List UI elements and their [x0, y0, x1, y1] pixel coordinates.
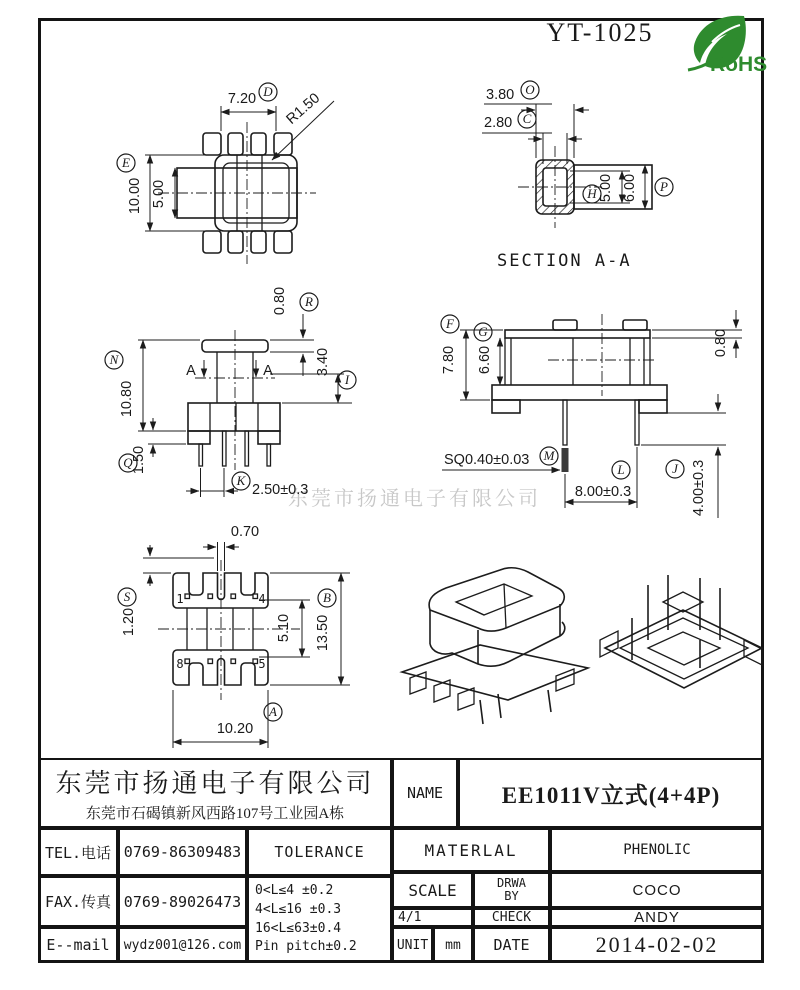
dim-5-10	[259, 600, 310, 657]
dim-bubble	[117, 154, 135, 172]
check-value-cell: ANDY	[550, 908, 764, 927]
dim-label: 3.80	[486, 87, 515, 103]
front-view	[105, 287, 356, 498]
unit-value-cell: mm	[433, 927, 473, 963]
svg-text:L: L	[617, 462, 625, 477]
section-view	[482, 81, 673, 271]
iso-view-back	[600, 575, 762, 688]
side-geometry	[492, 314, 667, 472]
dim-label: 10.20	[216, 721, 254, 737]
email-value-cell: wydz001@126.com	[118, 927, 247, 963]
material-label-cell: MATERLAL	[392, 828, 550, 872]
section-mark-a-right: A	[263, 363, 273, 379]
svg-text:D: D	[263, 84, 273, 99]
dim-10-20	[173, 690, 282, 748]
drwa-by-label-cell	[473, 872, 550, 908]
dim-bubble	[318, 589, 336, 607]
dim-label: 3.40	[315, 347, 331, 377]
dim-1-50	[119, 418, 186, 474]
svg-text:C: C	[522, 111, 532, 126]
dim-bubble	[232, 472, 250, 490]
svg-text:E: E	[122, 155, 130, 170]
dim-label: R1.50	[283, 90, 324, 128]
dim-10-80	[105, 340, 200, 431]
iso-view-front	[402, 568, 588, 724]
front-geometry	[188, 330, 280, 470]
dim-6-60	[474, 323, 500, 385]
dim-label: 8.00±0.3	[574, 484, 632, 500]
dim-label: 10.00	[127, 177, 143, 215]
watermark-text: 东莞市扬通电子有限公司	[288, 488, 541, 510]
dim-bubble	[118, 588, 136, 606]
pin-number-5: 5	[258, 657, 266, 671]
tolerance-line-4: Pin pitch±0.2	[255, 939, 357, 955]
dim-label: 5.00	[151, 179, 167, 209]
company-name: 东莞市扬通电子有限公司	[55, 769, 375, 798]
dim-label: 6.00	[622, 173, 638, 203]
section-mark-a-left: A	[186, 363, 196, 379]
svg-text:F: F	[446, 316, 454, 331]
dim-7-80	[441, 315, 503, 400]
svg-text:B: B	[323, 590, 331, 605]
scale-label-cell: SCALE	[392, 872, 473, 908]
dim-5-00	[151, 168, 175, 218]
drwa-label-line1: DRWA	[497, 876, 526, 891]
drawn-by-value-cell: COCO	[550, 872, 764, 908]
tolerance-values-cell	[247, 876, 392, 963]
dim-2-50	[186, 468, 308, 498]
tel-label-cell: TEL.电话	[38, 828, 118, 876]
email-label-cell: E--mail	[38, 927, 118, 963]
svg-text:P: P	[660, 179, 668, 194]
tolerance-line-1: 0<L≤4 ±0.2	[255, 882, 334, 898]
section-cutting-marks	[186, 360, 273, 379]
dim-label: 7.80	[441, 345, 457, 375]
dim-bubble	[338, 371, 356, 389]
check-label-cell: CHECK	[473, 908, 550, 927]
dim-bubble	[105, 351, 123, 369]
section-caption: SECTION A-A	[497, 251, 632, 271]
dim-bubble	[264, 703, 282, 721]
company-address: 东莞市石碣镇新风西路107号工业园A栋	[85, 806, 345, 822]
dim-bubble	[540, 447, 558, 465]
tolerance-label-cell: TOLERANCE	[247, 828, 392, 876]
fax-value-cell: 0769-89026473	[118, 876, 247, 927]
side-view	[441, 310, 742, 518]
dim-label: 1.20	[121, 607, 137, 637]
iso-back-geometry	[600, 575, 762, 688]
dim-label: 2.50±0.3	[252, 482, 309, 498]
dim-label: 4.00±0.3	[691, 459, 707, 517]
dim-label: 0.70	[230, 524, 260, 540]
tolerance-line-2: 4<L≤16 ±0.3	[255, 901, 342, 917]
dim-0-70	[203, 524, 259, 571]
svg-text:H: H	[587, 186, 597, 201]
svg-text:K: K	[236, 473, 246, 488]
pin-number-4: 4	[258, 592, 266, 606]
dim-bubble	[612, 461, 630, 479]
tel-value-cell: 0769-86309483	[118, 828, 247, 876]
pin-tip-highlight	[562, 448, 569, 472]
pin-number-1: 1	[176, 592, 184, 606]
svg-text:N: N	[109, 352, 119, 367]
dim-label: 13.50	[315, 614, 331, 652]
part-name-cell: EE1011V立式(4+4P)	[458, 758, 764, 828]
dim-bubble	[441, 315, 459, 333]
dim-7-20	[221, 83, 277, 131]
dim-bubble	[655, 178, 673, 196]
unit-label-cell: UNIT	[392, 927, 433, 963]
pin-number-8: 8	[176, 657, 184, 671]
dim-label: 2.80	[484, 115, 513, 131]
iso-front-geometry	[402, 568, 588, 724]
drwa-label-line2: BY	[504, 889, 519, 903]
dim-bubble	[521, 81, 539, 99]
dim-1-20	[118, 545, 214, 636]
top-view-geometry	[158, 122, 316, 264]
dim-0-80-front	[270, 287, 318, 376]
dim-label: 5.00	[598, 173, 614, 203]
dim-2-80	[482, 110, 582, 164]
dim-sq0-40	[442, 447, 560, 470]
dim-bubble	[666, 460, 684, 478]
dim-6-00	[622, 165, 673, 209]
dim-label: SQ0.40±0.03	[444, 452, 530, 468]
svg-text:R: R	[305, 294, 313, 309]
dim-label: 6.60	[477, 345, 493, 375]
svg-text:Q: Q	[123, 455, 133, 470]
top-view	[117, 83, 334, 264]
dim-label: 7.20	[227, 91, 257, 107]
svg-text:A: A	[269, 704, 277, 719]
svg-text:I: I	[344, 372, 350, 387]
fax-label-cell: FAX.传真	[38, 876, 118, 927]
svg-text:O: O	[525, 82, 535, 97]
dim-8-00	[565, 447, 637, 508]
company-cell	[38, 758, 392, 828]
svg-text:G: G	[478, 324, 488, 339]
dim-bubble	[259, 83, 277, 101]
svg-text:J: J	[672, 461, 678, 476]
dim-label: 1.50	[131, 445, 147, 475]
dim-label: 0.80	[713, 328, 729, 358]
material-value-cell: PHENOLIC	[550, 828, 764, 872]
rohs-text: RoHS	[710, 53, 768, 76]
part-number: YT-1025	[546, 18, 654, 47]
dim-0-80-side	[652, 310, 742, 358]
dim-3-40	[270, 348, 356, 403]
dim-bubble	[300, 293, 318, 311]
tolerance-line-3: 16<L≤63±0.4	[255, 920, 342, 936]
dim-bubble	[518, 110, 536, 128]
dim-label: 0.80	[272, 286, 288, 316]
dim-bubble	[474, 323, 492, 341]
dim-label: 10.80	[119, 380, 135, 418]
date-value-cell: 2014-02-02	[550, 927, 764, 963]
dim-r1-50	[272, 90, 334, 160]
svg-text:M: M	[543, 448, 555, 463]
scale-value-cell: 4/1	[392, 908, 473, 927]
svg-text:S: S	[123, 589, 131, 604]
date-label-cell: DATE	[473, 927, 550, 963]
bottom-view	[118, 524, 350, 748]
name-label-cell: NAME	[392, 758, 458, 828]
dim-label: 5.10	[276, 613, 292, 643]
